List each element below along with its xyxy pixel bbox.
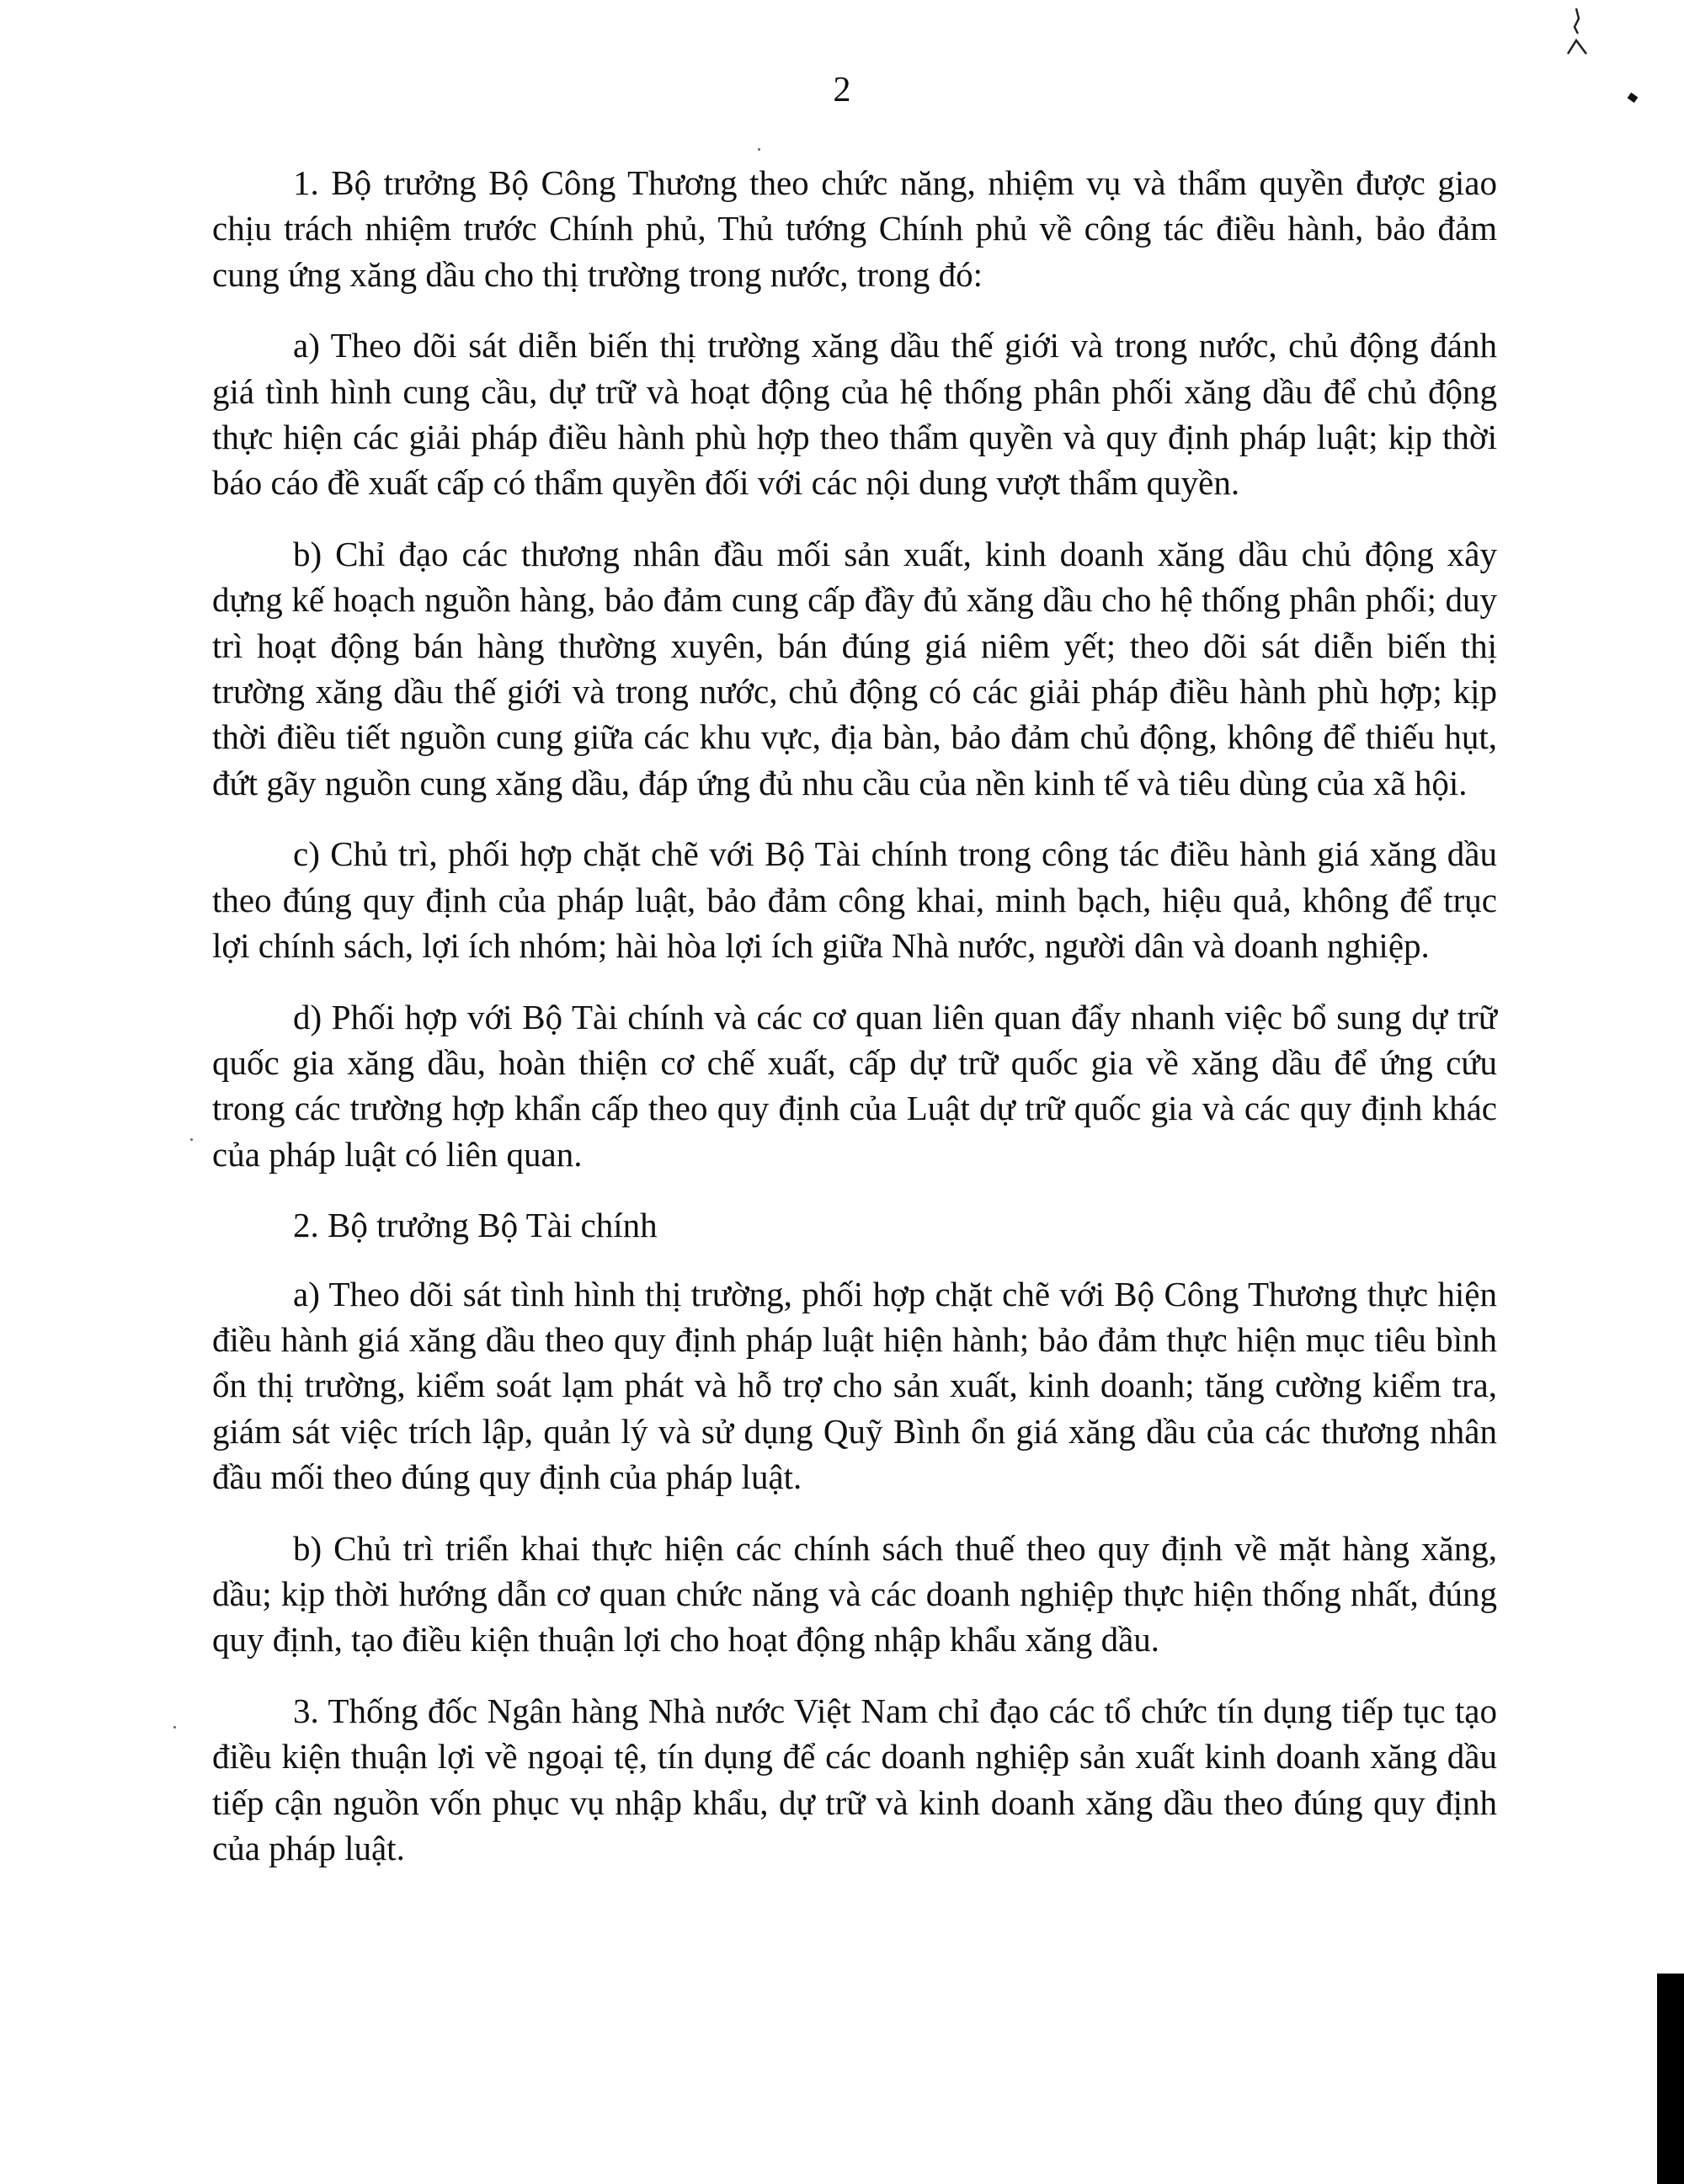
- paragraph-2b: b) Chủ trì triển khai thực hiện các chính sách thuế theo quy định về mặt hàng xăng, dầu; kịp thời hướng dẫn cơ quan chức năng và các doanh nghiệp thực hiện thống nhất, đúng quy định, tạo điều kiện thuận lợi cho hoạt động nhập khẩu xăng dầu.: [212, 1528, 1497, 1659]
- paragraph-1b: b) Chỉ đạo các thương nhân đầu mối sản xuất, kinh doanh xăng dầu chủ động xây dựng kế hoạch nguồn hàng, bảo đảm cung cấp đầy đủ xăng dầu cho hệ thống phân phối; duy trì hoạt động bán hàng thường xuyên, bán đúng giá niêm yết; theo dõi sát diễn biến thị trường xăng dầu thế giới và trong nước, chủ động có các giải pháp điều hành phù hợp; kịp thời điều tiết nguồn cung giữa các khu vực, địa bàn, bảo đảm chủ động, không để thiếu hụt, đứt gãy nguồn cung xăng dầu, đáp ứng đủ nhu cầu của nền kinh tế và tiêu dùng của xã hội.: [212, 534, 1497, 802]
- paragraph-1a: a) Theo dõi sát diễn biến thị trường xăng dầu thế giới và trong nước, chủ động đánh giá tình hình cung cầu, dự trữ và hoạt động của hệ thống phân phối xăng dầu để chủ động thực hiện các giải pháp điều hành phù hợp theo thẩm quyền và quy định pháp luật; kịp thời báo cáo đề xuất cấp có thẩm quyền đối với các nội dung vượt thẩm quyền.: [212, 326, 1497, 503]
- paragraph-3: 3. Thống đốc Ngân hàng Nhà nước Việt Nam chỉ đạo các tổ chức tín dụng tiếp tục tạo điều kiện thuận lợi về ngoại tệ, tín dụng để các doanh nghiệp sản xuất kinh doanh xăng dầu tiếp cận nguồn vốn phục vụ nhập khẩu, dự trữ và kinh doanh xăng dầu theo đúng quy định của pháp luật.: [212, 1691, 1497, 1867]
- paragraph-2-heading: 2. Bộ trưởng Bộ Tài chính: [293, 1206, 658, 1245]
- scan-speck-icon: [190, 1138, 193, 1141]
- page-number: 2: [833, 71, 851, 109]
- scan-mark-icon: [1564, 5, 1590, 57]
- paragraph-2a: a) Theo dõi sát tình hình thị trường, phối hợp chặt chẽ với Bộ Công Thương thực hiện điều hành giá xăng dầu theo quy định pháp luật hiện hành; bảo đảm thực hiện mục tiêu bình ổn thị trường, kiểm soát lạm phát và hỗ trợ cho sản xuất, kinh doanh; tăng cường kiểm tra, giám sát việc trích lập, quản lý và sử dụng Quỹ Bình ổn giá xăng dầu của các thương nhân đầu mối theo đúng quy định của pháp luật.: [212, 1274, 1497, 1497]
- paragraph-1d: d) Phối hợp với Bộ Tài chính và các cơ quan liên quan đẩy nhanh việc bổ sung dự trữ quốc gia xăng dầu, hoàn thiện cơ chế xuất, cấp dự trữ quốc gia về xăng dầu để ứng cứu trong các trường hợp khẩn cấp theo quy định của Luật dự trữ quốc gia và các quy định khác của pháp luật có liên quan.: [212, 997, 1497, 1174]
- scan-speck-icon: [758, 148, 760, 151]
- scan-speck-icon: [173, 1726, 176, 1729]
- paragraph-1c: c) Chủ trì, phối hợp chặt chẽ với Bộ Tài chính trong công tác điều hành giá xăng dầu theo đúng quy định của pháp luật, bảo đảm công khai, minh bạch, hiệu quả, không để trục lợi chính sách, lợi ích nhóm; hài hòa lợi ích giữa Nhà nước, người dân và doanh nghiệp.: [212, 834, 1497, 966]
- paragraph-1: 1. Bộ trưởng Bộ Công Thương theo chức năng, nhiệm vụ và thẩm quyền được giao chịu trách nhiệm trước Chính phủ, Thủ tướng Chính phủ về công tác điều hành, bảo đảm cung ứng xăng dầu cho thị trường trong nước, trong đó:: [212, 163, 1497, 294]
- document-body: [212, 160, 1497, 1896]
- scan-edge-bar: [1657, 1974, 1684, 2184]
